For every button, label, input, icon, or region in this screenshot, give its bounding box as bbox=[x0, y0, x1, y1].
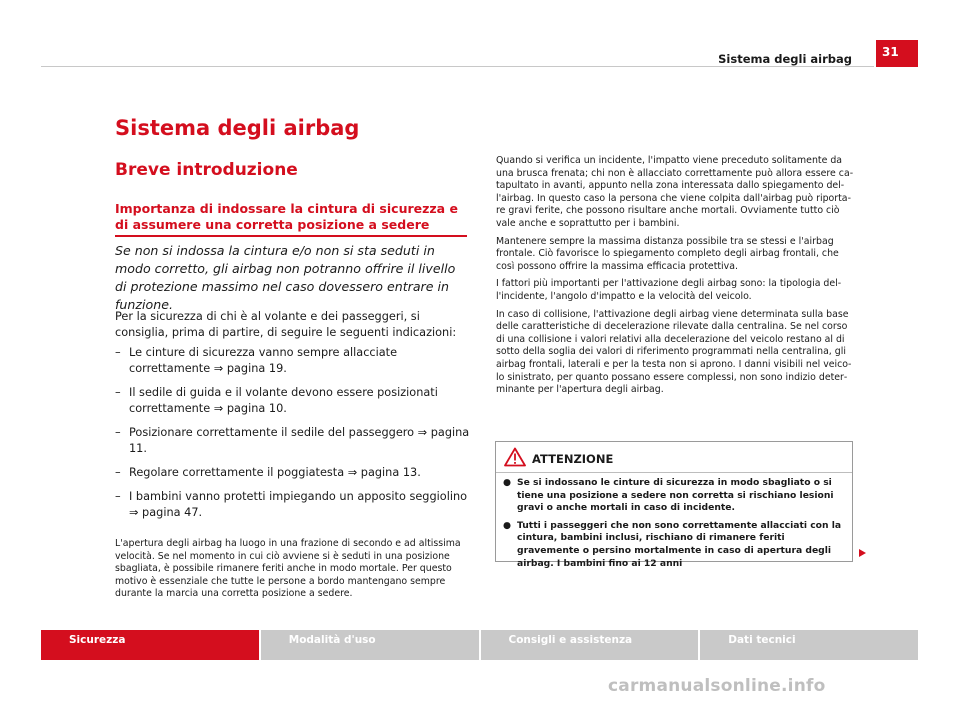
intro-paragraph: Se non si indossa la cintura e/o non si sta seduti in modo corretto, gli airbag non potranno offrire il livello di protezione massimo nel caso dovessero entrare in funzione. bbox=[115, 243, 456, 312]
warning-item-text: Se si indossano le cinture di sicurezza in modo sbagliato o si tiene una posizione a sedere non corretta si rischiano lesioni gravi o anche mortali in caso di incidente. bbox=[517, 477, 834, 514]
warning-item-text: Tutti i passeggeri che non sono correttamente allacciati con la cintura, bambini inclusi, rischiano di rimanere feriti gravemente o persino mortalmente in caso di apertura degli airbag. I bambini fino ai 12 anni bbox=[517, 519, 842, 569]
dash-bullet: – bbox=[115, 466, 121, 479]
list-item bbox=[115, 465, 470, 481]
list-item-text: Le cinture di sicurezza vanno sempre allacciate correttamente ⇒ pagina 19. bbox=[129, 346, 398, 375]
warning-item bbox=[503, 520, 848, 570]
body-paragraph: Quando si verifica un incidente, l'impatto viene preceduto solitamente da una brusca frenata; chi non è allacciato correttamente può allora essere catapultato in avanti, appunto nella zona interessata dallo spiegamento dell'airbag. In questo caso la persona che viene colpita dall'airbag può riportare gravi ferite, che possono risultare anche mortali. Ovviamente tutto ciò vale anche e soprattutto per i bambini. bbox=[496, 155, 854, 229]
list-item-text: Regolare correttamente il poggiatesta ⇒ pagina 13. bbox=[129, 466, 421, 479]
warning-box bbox=[495, 441, 853, 569]
list-item-text: Il sedile di guida e il volante devono essere posizionati correttamente ⇒ pagina 10. bbox=[129, 386, 438, 415]
body-paragraph: In caso di collisione, l'attivazione degli airbag viene determinata sulla base delle caratteristiche di decelerazione rilevate dalla centralina. Se nel corso di una collisione i valori relativi alla decelerazione del veicolo restano al di sotto della soglia dei valori di riferimento programmati nella centralina, gli airbag frontali, laterali e per la testa non si aprono. I danni visibili nel veicolo sinistrato, per quanto possano essere complessi, non sono indizio determinante per l'apertura degli airbag. bbox=[496, 308, 852, 396]
tab-dati-tecnici[interactable]: Dati tecnici bbox=[700, 630, 918, 660]
body-paragraph: Mantenere sempre la massima distanza possibile tra se stessi e l'airbag frontale. Ciò favorisce lo spiegamento completo degli airbag frontali, che così possono offrire la massima efficacia protettiva. bbox=[496, 235, 839, 272]
warning-triangle-icon bbox=[504, 447, 526, 467]
list-item bbox=[115, 489, 470, 521]
running-header-title: Sistema degli airbag bbox=[718, 52, 852, 66]
dash-bullet: – bbox=[115, 346, 121, 359]
list-item bbox=[115, 385, 470, 417]
warning-item bbox=[503, 477, 848, 515]
dash-bullet: – bbox=[115, 426, 121, 439]
tab-modalita-duso[interactable]: Modalità d'uso bbox=[261, 630, 479, 660]
dash-bullet: – bbox=[115, 490, 121, 503]
dot-bullet: ● bbox=[503, 519, 512, 531]
list-item bbox=[115, 425, 470, 457]
list-item-text: I bambini vanno protetti impiegando un apposito seggiolino ⇒ pagina 47. bbox=[129, 490, 468, 519]
list-item-text: Posizionare correttamente il sedile del passeggero ⇒ pagina 11. bbox=[129, 426, 470, 455]
instructions-list bbox=[115, 345, 470, 529]
topic-heading-underline bbox=[115, 235, 467, 237]
section-title: Sistema degli airbag bbox=[115, 116, 360, 140]
tab-sicurezza[interactable]: Sicurezza bbox=[41, 630, 259, 660]
right-column-text bbox=[496, 155, 854, 402]
warning-header bbox=[496, 442, 852, 473]
page-number: 31 bbox=[876, 40, 918, 67]
topic-heading: Importanza di indossare la cintura di sicurezza e di assumere una corretta posizione a sedere bbox=[115, 201, 458, 232]
airbag-speed-paragraph: L'apertura degli airbag ha luogo in una frazione di secondo e ad altissima velocità. Se nel momento in cui ciò avviene si è seduti in una posizione sbagliata, è possibile rimanere feriti anche in modo mortale. Per questo motivo è essenziale che tutte le persone a bordo mantengano sempre durante la marcia una corretta posizione a sedere. bbox=[115, 538, 461, 600]
instructions-lead: Per la sicurezza di chi è al volante e dei passeggeri, si consiglia, prima di partire, di seguire le seguenti indicazioni: bbox=[115, 310, 457, 339]
body-paragraph: I fattori più importanti per l'attivazione degli airbag sono: la tipologia dell'incidente, l'angolo d'impatto e la velocità del veicolo. bbox=[496, 278, 842, 302]
warning-title: ATTENZIONE bbox=[532, 452, 614, 466]
dot-bullet: ● bbox=[503, 477, 512, 488]
header-divider bbox=[41, 66, 874, 67]
watermark: carmanualsonline.info bbox=[608, 676, 826, 696]
dash-bullet: – bbox=[115, 386, 121, 399]
chapter-nav bbox=[41, 630, 918, 660]
tab-consigli-assistenza[interactable]: Consigli e assistenza bbox=[481, 630, 699, 660]
list-item bbox=[115, 345, 470, 377]
continued-arrow-icon bbox=[859, 549, 866, 557]
subsection-title: Breve introduzione bbox=[115, 160, 298, 180]
warning-list bbox=[503, 477, 848, 575]
